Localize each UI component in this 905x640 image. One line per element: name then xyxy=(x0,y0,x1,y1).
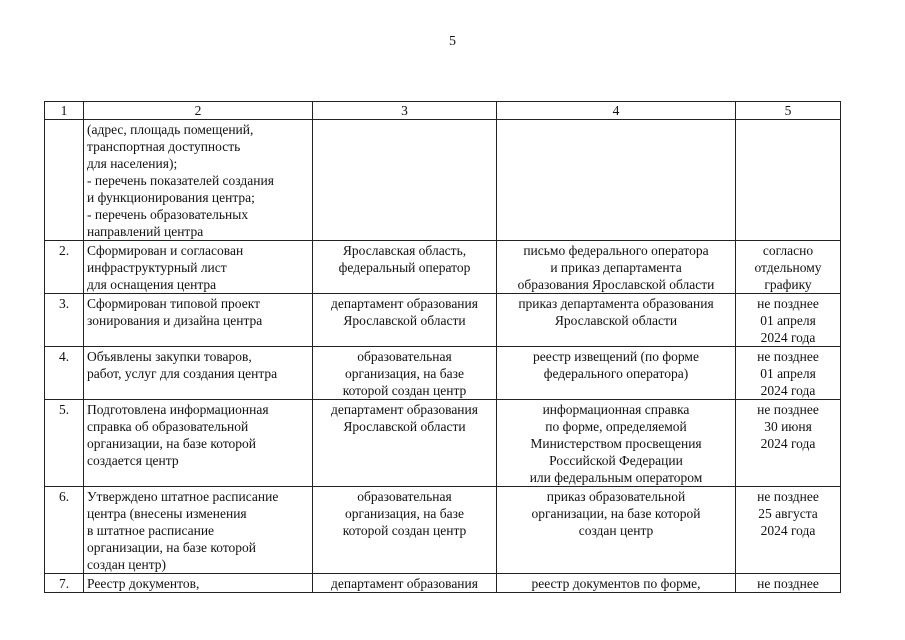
document-line: или федеральным оператором xyxy=(529,470,703,485)
row-number-cell xyxy=(45,400,84,487)
deadline-line: 25 августа xyxy=(758,506,818,521)
deadline-line: 2024 года xyxy=(760,383,816,398)
event-line: работ, услуг для создания центра xyxy=(87,366,278,381)
event-line: организации, на базе которой xyxy=(87,436,257,451)
deadline-line: 2024 года xyxy=(760,436,816,451)
event-line: Утверждено штатное расписание xyxy=(87,489,279,504)
responsible-line: департамент образования xyxy=(331,402,478,417)
row-number: 7. xyxy=(58,576,70,591)
deadline-cell xyxy=(736,347,841,400)
event-line: (адрес, площадь помещений, xyxy=(87,122,254,137)
table-row xyxy=(45,347,841,400)
deadline-line: не позднее xyxy=(757,576,819,591)
table-row xyxy=(45,241,841,294)
event-cell xyxy=(84,400,313,487)
document-line: Ярославской области xyxy=(554,313,678,328)
table-row xyxy=(45,120,841,241)
event-line: в штатное расписание xyxy=(87,523,215,538)
document-cell xyxy=(497,574,736,593)
deadline-line: 2024 года xyxy=(760,330,816,345)
deadline-line: 01 апреля xyxy=(760,366,816,381)
event-cell xyxy=(84,241,313,294)
responsible-line: Ярославская область, xyxy=(342,243,467,258)
document-line: реестр извещений (по форме xyxy=(533,349,699,364)
document-cell xyxy=(497,294,736,347)
deadline-cell xyxy=(736,241,841,294)
deadline-cell xyxy=(736,400,841,487)
responsible-line: федеральный оператор xyxy=(338,260,471,275)
header-cell-4: 4 xyxy=(497,102,736,120)
table-row xyxy=(45,487,841,574)
event-cell xyxy=(84,574,313,593)
plan-table xyxy=(44,101,841,593)
document-line: письмо федерального оператора xyxy=(523,243,709,258)
responsible-cell xyxy=(313,574,497,593)
deadline-line: 30 июня xyxy=(764,419,812,434)
event-line: для оснащения центра xyxy=(87,277,217,292)
deadline-line: не позднее xyxy=(757,296,819,311)
header-cell-5: 5 xyxy=(736,102,841,120)
responsible-line: образовательная xyxy=(357,349,452,364)
event-line: создается центр xyxy=(87,453,179,468)
event-cell xyxy=(84,487,313,574)
event-line: организации, на базе которой xyxy=(87,540,257,555)
document-cell xyxy=(497,120,736,241)
deadline-line: не позднее xyxy=(757,349,819,364)
responsible-line: Ярославской области xyxy=(343,419,466,434)
document-line: Министерством просвещения xyxy=(530,436,702,451)
document-cell xyxy=(497,347,736,400)
document-line: приказ департамента образования xyxy=(518,296,714,311)
event-line: для населения); xyxy=(87,156,178,171)
event-line: транспортная доступность xyxy=(87,139,241,154)
row-number: 4. xyxy=(58,349,70,364)
responsible-cell xyxy=(313,487,497,574)
deadline-line: не позднее xyxy=(757,402,819,417)
responsible-line: образовательная xyxy=(357,489,452,504)
document-cell xyxy=(497,487,736,574)
responsible-cell xyxy=(313,347,497,400)
event-line: создан центр) xyxy=(87,557,167,572)
deadline-line: согласно xyxy=(762,243,814,258)
deadline-cell xyxy=(736,574,841,593)
row-number: 2. xyxy=(58,243,70,258)
event-cell xyxy=(84,294,313,347)
event-line: Подготовлена информационная xyxy=(87,402,269,417)
event-cell xyxy=(84,347,313,400)
header-cell-1: 1 xyxy=(45,102,84,120)
deadline-line: 01 апреля xyxy=(760,313,816,328)
page-number: 5 xyxy=(449,34,456,49)
deadline-line: отдельному xyxy=(754,260,822,275)
responsible-line: организация, на базе xyxy=(345,366,464,381)
event-line: - перечень показателей создания xyxy=(87,173,274,188)
event-line: справка об образовательной xyxy=(87,419,249,434)
responsible-cell xyxy=(313,241,497,294)
event-line: Сформирован типовой проект xyxy=(87,296,260,311)
deadline-cell xyxy=(736,487,841,574)
event-line: Сформирован и согласован xyxy=(87,243,244,258)
row-number-cell xyxy=(45,347,84,400)
responsible-line: департамент образования xyxy=(331,296,478,311)
deadline-line: не позднее xyxy=(757,489,819,504)
document-line: федерального оператора) xyxy=(543,366,689,381)
event-line: центра (внесены изменения xyxy=(87,506,247,521)
document-cell xyxy=(497,400,736,487)
row-number: 3. xyxy=(58,296,70,311)
row-number-cell xyxy=(45,574,84,593)
deadline-cell xyxy=(736,120,841,241)
responsible-line: Ярославской области xyxy=(343,313,466,328)
responsible-line: которой создан центр xyxy=(342,383,467,398)
row-number-cell xyxy=(45,487,84,574)
event-cell xyxy=(84,120,313,241)
row-number-cell xyxy=(45,241,84,294)
row-number: 6. xyxy=(58,489,70,504)
document-line: по форме, определяемой xyxy=(545,419,687,434)
header-cell-2: 2 xyxy=(84,102,313,120)
responsible-cell xyxy=(313,400,497,487)
row-number-cell xyxy=(45,120,84,241)
document-line: информационная справка xyxy=(542,402,690,417)
document-line: организации, на базе которой xyxy=(531,506,701,521)
deadline-line: графику xyxy=(764,277,812,292)
row-number-cell xyxy=(45,294,84,347)
event-line: - перечень образовательных xyxy=(87,207,249,222)
responsible-cell xyxy=(313,120,497,241)
row-number: 5. xyxy=(58,402,70,417)
document-line: приказ образовательной xyxy=(546,489,686,504)
table-row xyxy=(45,400,841,487)
document-line: Российской Федерации xyxy=(549,453,683,468)
document-line: и приказ департамента xyxy=(550,260,682,275)
event-line: инфраструктурный лист xyxy=(87,260,227,275)
deadline-line: 2024 года xyxy=(760,523,816,538)
responsible-line: департамент образования xyxy=(331,576,478,591)
event-line: направлений центра xyxy=(87,224,204,239)
header-cell-3: 3 xyxy=(313,102,497,120)
table-row xyxy=(45,294,841,347)
table-row xyxy=(45,574,841,593)
responsible-cell xyxy=(313,294,497,347)
event-line: зонирования и дизайна центра xyxy=(87,313,263,328)
responsible-line: организация, на базе xyxy=(345,506,464,521)
event-line: и функционирования центра; xyxy=(87,190,255,205)
document-line: реестр документов по форме, xyxy=(531,576,701,591)
document-cell xyxy=(497,241,736,294)
document-line: образования Ярославской области xyxy=(517,277,715,292)
document-line: создан центр xyxy=(578,523,654,538)
event-line: Объявлены закупки товаров, xyxy=(87,349,252,364)
deadline-cell xyxy=(736,294,841,347)
event-line: Реестр документов, xyxy=(87,576,200,591)
responsible-line: которой создан центр xyxy=(342,523,467,538)
table-header-row xyxy=(45,102,841,120)
